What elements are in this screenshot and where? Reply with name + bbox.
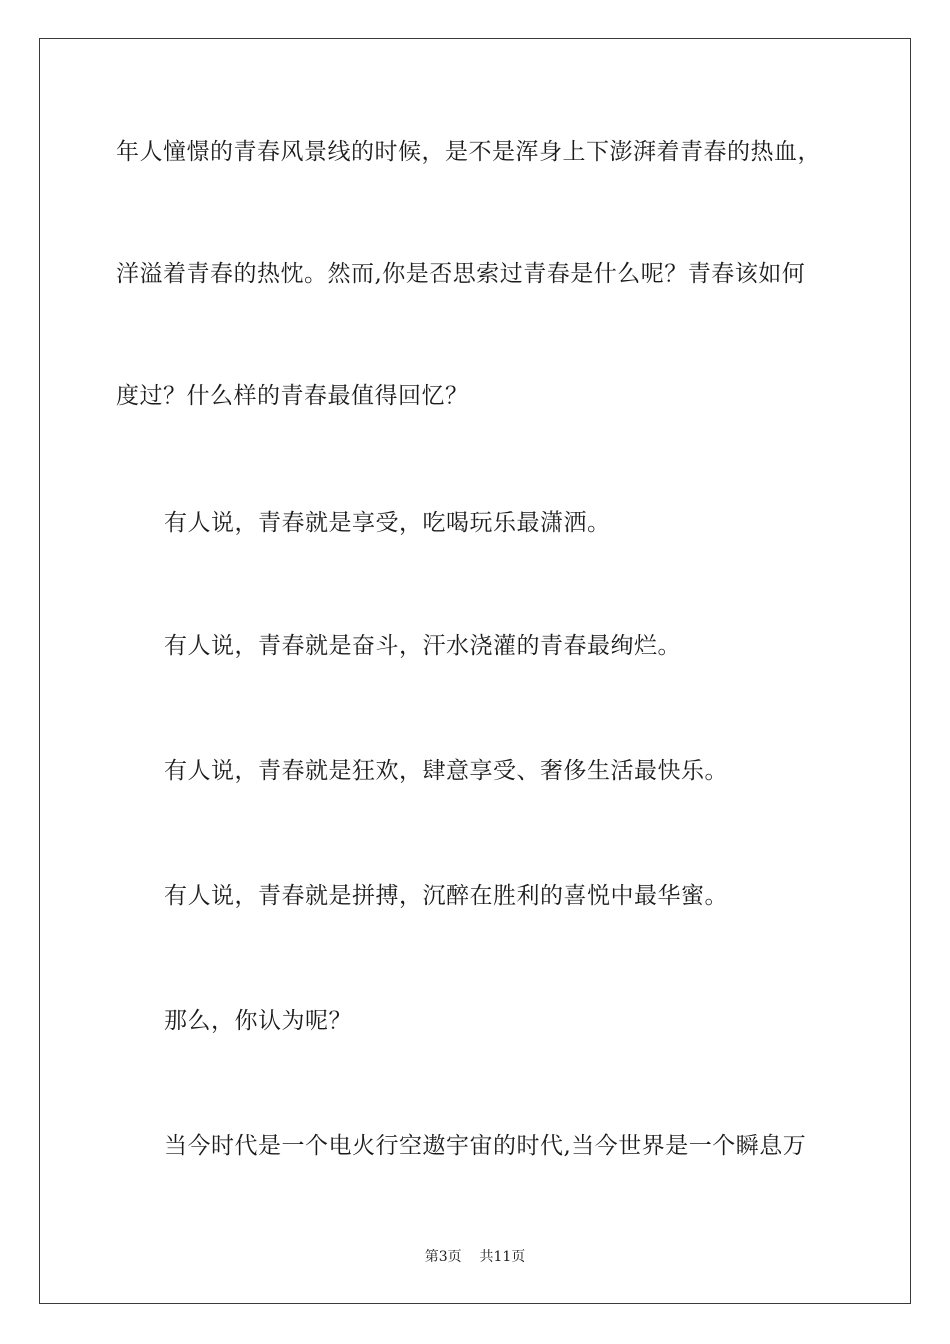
paragraph-era: 当今时代是一个电火行空遨宇宙的时代,当今世界是一个瞬息万 xyxy=(164,1133,807,1159)
paragraph-question: 那么，你认为呢？ xyxy=(164,1008,352,1034)
text-line-3: 度过？什么样的青春最值得回忆？ xyxy=(116,383,469,409)
paragraph-carnival: 有人说，青春就是狂欢，肆意享受、奢侈生活最快乐。 xyxy=(164,758,728,784)
page-number-footer: 第3页 共11页 xyxy=(424,1249,526,1265)
text-line-2: 洋溢着青春的热忱。然而,你是否思索过青春是什么呢？青春该如何 xyxy=(116,261,806,287)
paragraph-struggle: 有人说，青春就是奋斗，汗水浇灌的青春最绚烂。 xyxy=(164,633,681,659)
text-line-1: 年人憧憬的青春风景线的时候，是不是浑身上下澎湃着青春的热血， xyxy=(116,139,821,165)
paragraph-striving: 有人说，青春就是拼搏，沉醉在胜利的喜悦中最华蜜。 xyxy=(164,883,728,909)
paragraph-enjoyment: 有人说，青春就是享受，吃喝玩乐最潇洒。 xyxy=(164,510,611,536)
page-border xyxy=(39,38,911,1304)
